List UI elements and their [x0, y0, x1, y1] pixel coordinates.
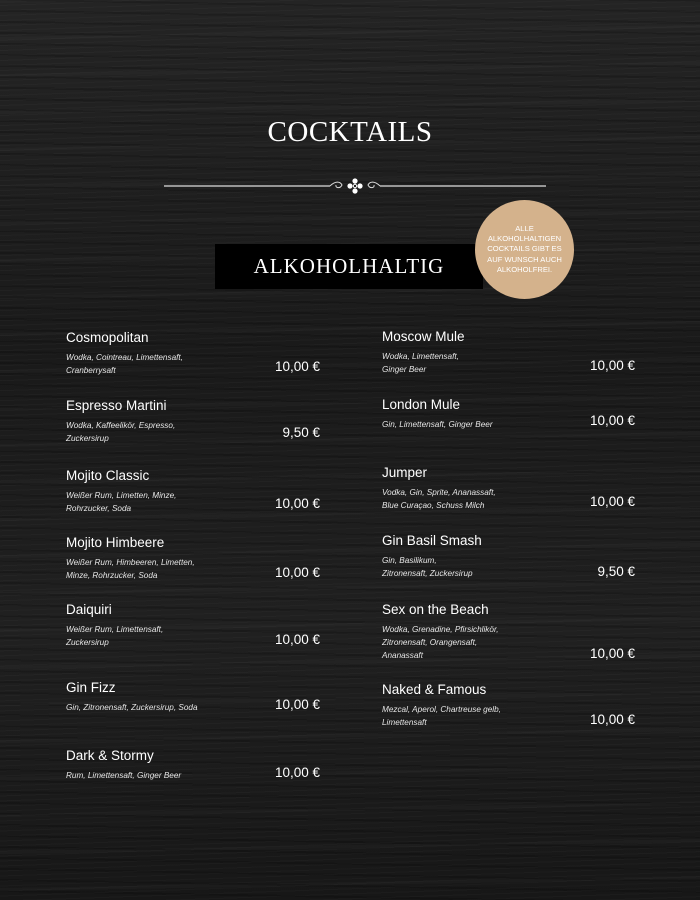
menu-item-price: 9,50 € — [282, 425, 320, 440]
section-title: ALKOHOLHALTIG — [253, 254, 445, 278]
menu-item — [66, 748, 320, 808]
ingredients-line: Ananassaft — [382, 651, 423, 660]
ornament-divider — [164, 176, 546, 196]
menu-item-ingredients — [66, 769, 181, 782]
menu-item-name: Naked & Famous — [382, 682, 487, 697]
page-title: COCKTAILS — [267, 116, 433, 148]
ingredients-line: Cranberrysaft — [66, 366, 116, 375]
menu-item — [66, 330, 320, 390]
menu-item-name: Mojito Classic — [66, 468, 150, 483]
menu-item-price: 10,00 € — [589, 494, 635, 509]
ingredients-line: Rum, Limettensaft, Ginger Beer — [66, 771, 182, 780]
menu-item-price: 10,00 € — [274, 359, 320, 374]
menu-item-name: Espresso Martini — [66, 398, 167, 413]
ingredients-line: Wodka, Grenadine, Pfirsichlikör, — [382, 625, 499, 634]
ingredients-line: Gin, Basilikum, — [382, 556, 437, 565]
menu-item-name: Gin Basil Smash — [382, 533, 482, 548]
menu-item-price: 10,00 € — [589, 712, 635, 727]
menu-item-ingredients — [66, 701, 198, 714]
menu-item-ingredients — [66, 489, 176, 515]
menu-item — [382, 465, 635, 525]
menu-item-ingredients — [382, 554, 473, 580]
menu-item-ingredients — [382, 703, 501, 729]
ingredients-line: Vodka, Gin, Sprite, Ananassaft, — [382, 488, 496, 497]
ingredients-line: Weißer Rum, Limetten, Minze, — [66, 491, 177, 500]
menu-item-price: 10,00 € — [274, 496, 320, 511]
menu-item-name: Dark & Stormy — [66, 748, 154, 763]
menu-item — [382, 533, 635, 593]
menu-item-name: Daiquiri — [66, 602, 112, 617]
menu-item — [66, 535, 320, 595]
ingredients-line: Zitronensaft, Zuckersirup — [382, 569, 473, 578]
ingredients-line: Weißer Rum, Himbeeren, Limetten, — [66, 558, 195, 567]
menu-item-price: 10,00 € — [274, 632, 320, 647]
menu-item-name: London Mule — [382, 397, 461, 412]
menu-item-ingredients — [66, 556, 195, 582]
menu-item-ingredients — [382, 418, 493, 431]
ingredients-line: Wodka, Kaffeelikör, Espresso, — [66, 421, 176, 430]
menu-item-ingredients — [382, 623, 499, 662]
menu-item-ingredients — [66, 351, 183, 377]
menu-item-ingredients — [382, 486, 496, 512]
menu-item-name: Cosmopolitan — [66, 330, 149, 345]
menu-item-price: 10,00 € — [589, 413, 635, 428]
ingredients-line: Zuckersirup — [66, 638, 109, 647]
menu-item-price: 10,00 € — [274, 565, 320, 580]
menu-item-ingredients — [382, 350, 459, 376]
ingredients-line: Gin, Limettensaft, Ginger Beer — [382, 420, 493, 429]
menu-item — [66, 602, 320, 662]
menu-item-price: 9,50 € — [597, 564, 635, 579]
ingredients-line: Blue Curaçao, Schuss Milch — [382, 501, 485, 510]
menu-item-price: 10,00 € — [274, 765, 320, 780]
menu-item-ingredients — [66, 623, 163, 649]
ingredients-line: Wodka, Cointreau, Limettensaft, — [66, 353, 183, 362]
ingredients-line: Limettensaft — [382, 718, 427, 727]
menu-item-price: 10,00 € — [274, 697, 320, 712]
menu-item — [382, 682, 635, 742]
menu-item-price: 10,00 € — [589, 358, 635, 373]
menu-item-name: Moscow Mule — [382, 329, 465, 344]
ingredients-line: Minze, Rohrzucker, Soda — [66, 571, 158, 580]
menu-item — [66, 468, 320, 528]
ingredients-line: Mezcal, Aperol, Chartreuse gelb, — [382, 705, 501, 714]
menu-item — [382, 329, 635, 389]
ingredients-line: Wodka, Limettensaft, — [382, 352, 459, 361]
section-banner — [215, 244, 483, 289]
ingredients-line: Rohrzucker, Soda — [66, 504, 132, 513]
menu-item-ingredients — [66, 419, 175, 445]
menu-item-price: 10,00 € — [589, 646, 635, 661]
badge-text: ALLE ALKOHOLHALTIGEN COCKTAILS GIBT ES AUF WUNSCH AUCH ALKOHOLFREI. — [487, 223, 562, 274]
ingredients-line: Ginger Beer — [382, 365, 427, 374]
ingredients-line: Weißer Rum, Limettensaft, — [66, 625, 164, 634]
menu-item — [66, 398, 320, 458]
ingredients-line: Zitronensaft, Orangensaft, — [382, 638, 478, 647]
menu-item-name: Sex on the Beach — [382, 602, 489, 617]
menu-item — [66, 680, 320, 740]
ingredients-line: Gin, Zitronensaft, Zuckersirup, Soda — [66, 703, 198, 712]
menu-item-name: Gin Fizz — [66, 680, 116, 695]
menu-item-name: Jumper — [382, 465, 428, 480]
menu-item — [382, 602, 635, 662]
menu-item-name: Mojito Himbeere — [66, 535, 165, 550]
alcohol-free-badge — [475, 200, 574, 299]
menu-item — [382, 397, 635, 457]
ingredients-line: Zuckersirup — [66, 434, 109, 443]
